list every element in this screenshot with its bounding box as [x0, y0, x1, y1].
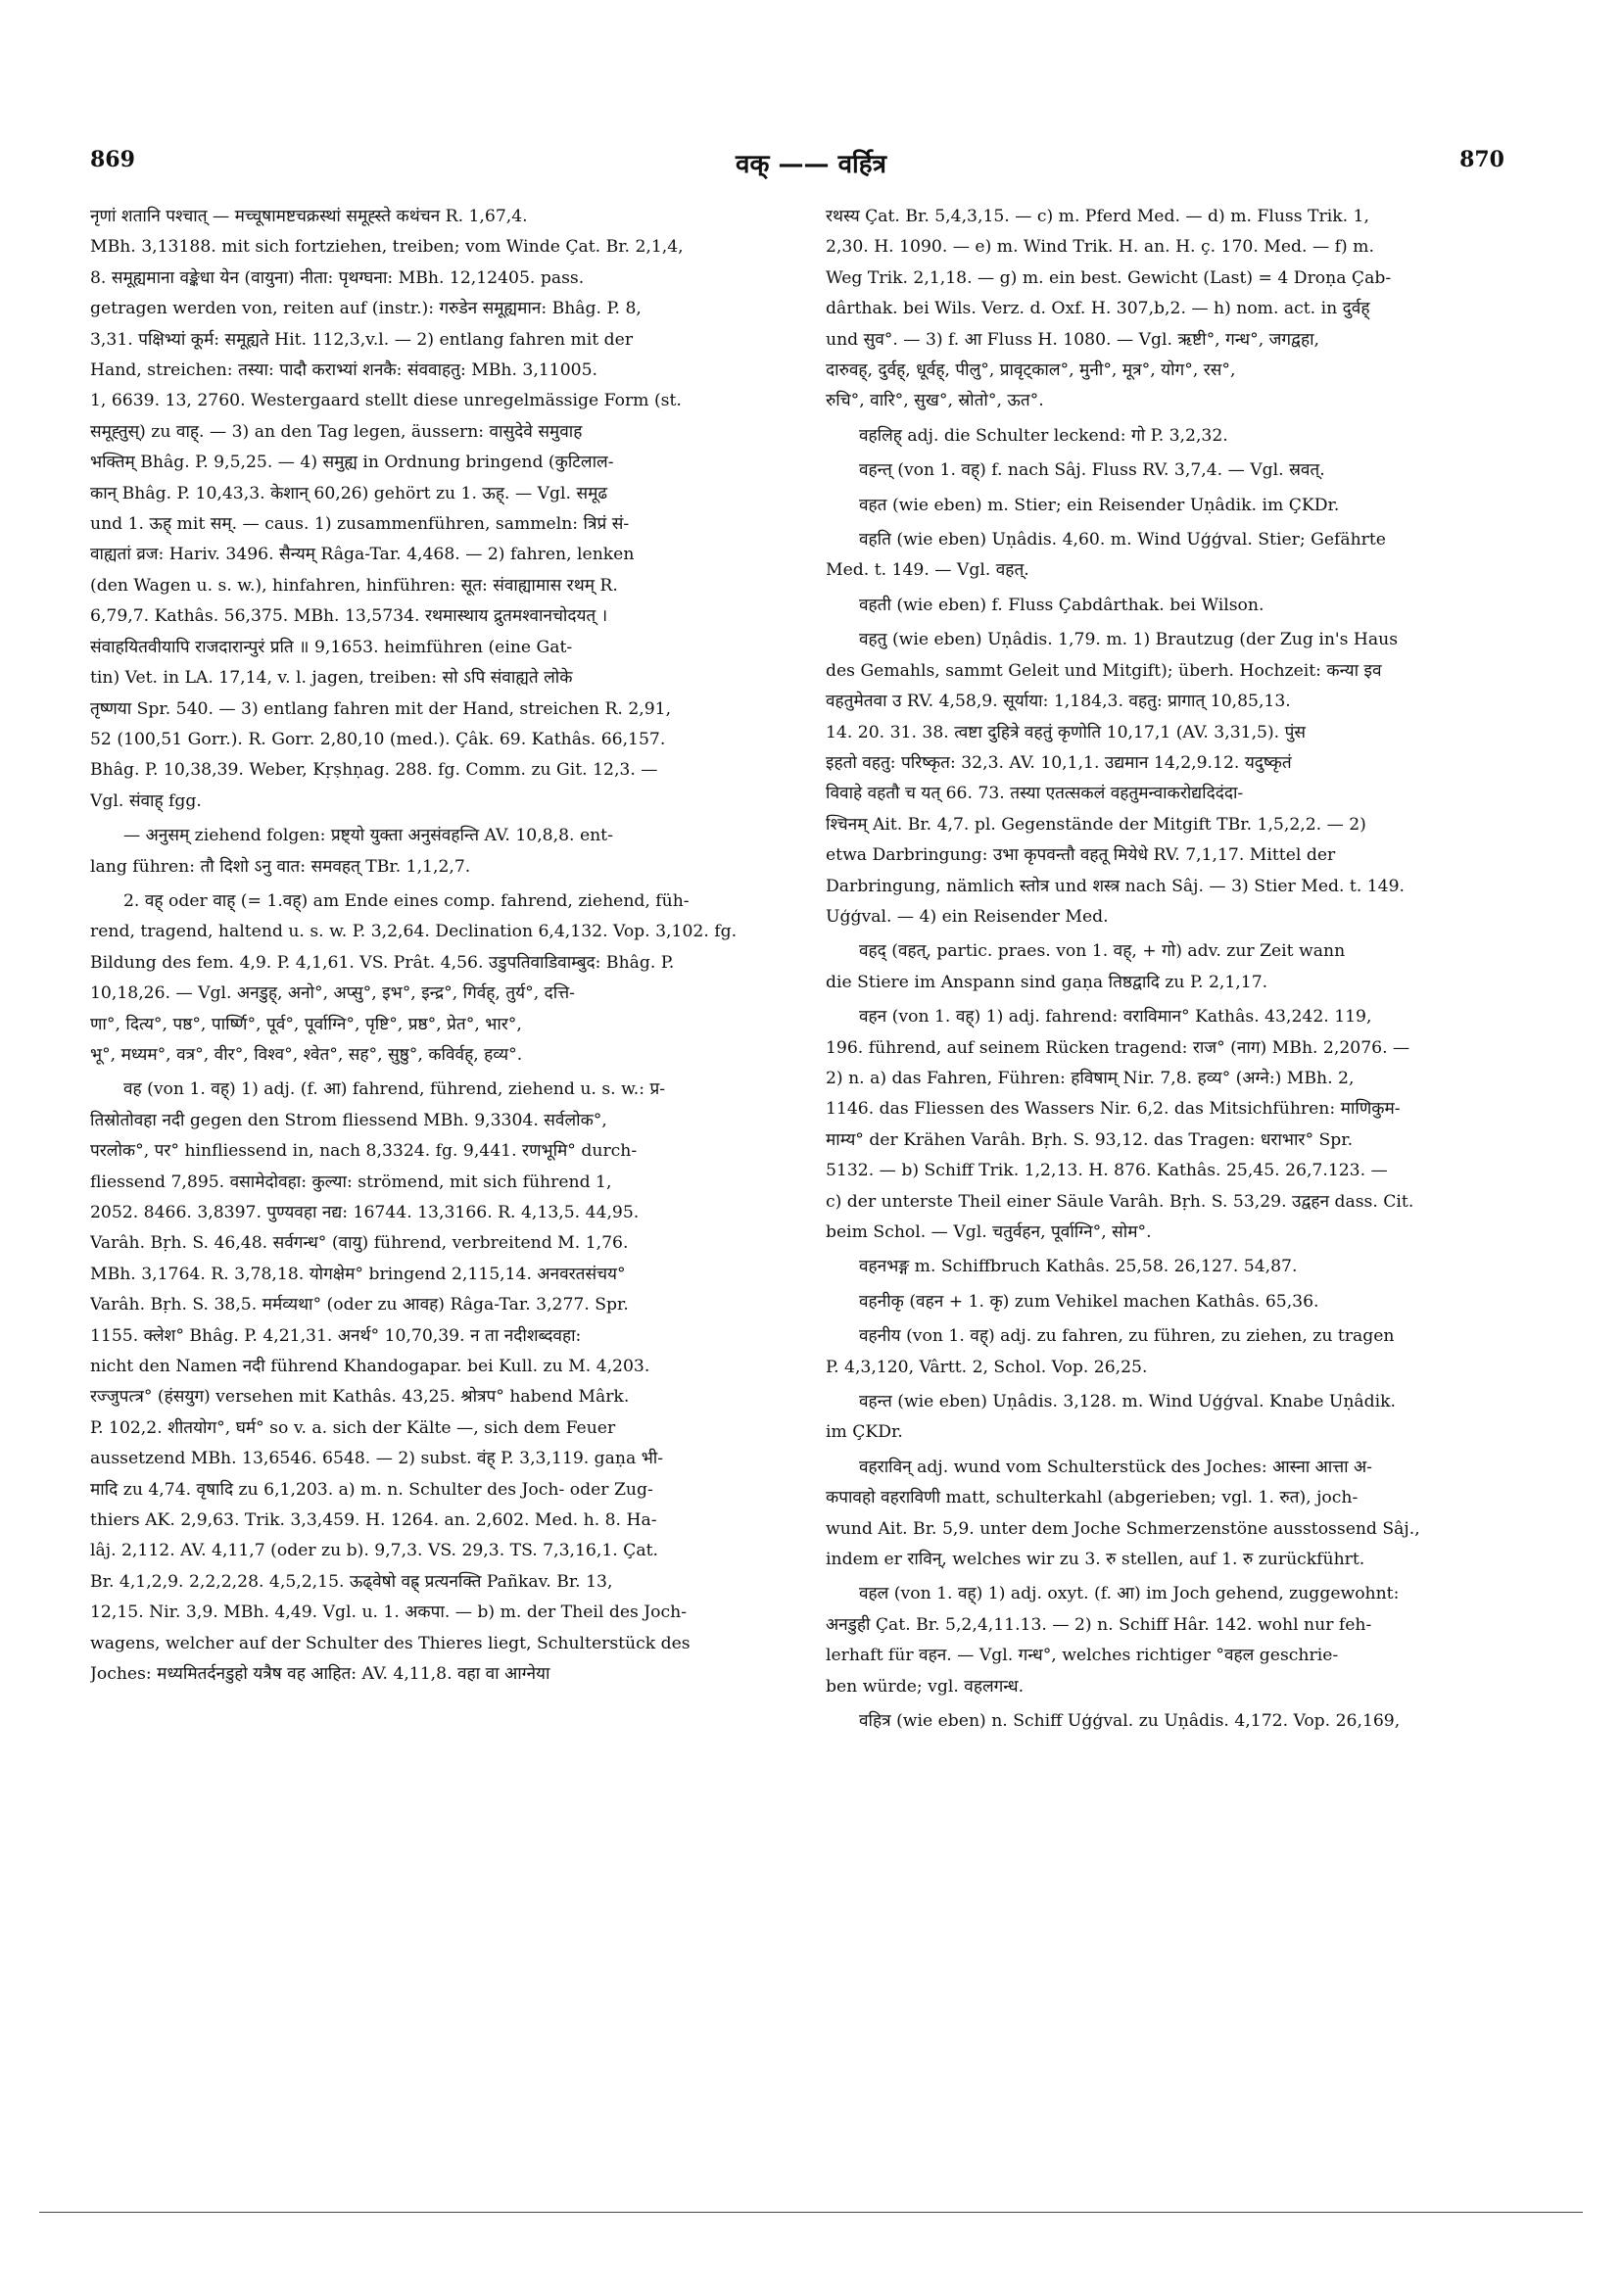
- dictionary-entry: [826, 591, 1531, 621]
- entry-line: 1155. क्लेश° Bhâg. P. 4,21,31. अनर्थ° 10,70,39. न ता नदीशब्दवहा:: [90, 1325, 582, 1346]
- entry-line: aussetzend MBh. 13,6546. 6548. — 2) subst. वंह् P. 3,3,119. gaṇa भी-: [90, 1449, 664, 1469]
- entry-line: कान् Bhâg. P. 10,43,3. केशान् 60,26) gehört zu 1. ऊह्. — Vgl. समूढ: [90, 483, 608, 503]
- entry-line: nicht den Namen नदी führend Khandogapar. bei Kull. zu M. 4,203.: [90, 1357, 650, 1377]
- entry-line: MBh. 3,1764. R. 3,78,18. योगक्षेम° bringend 2,115,14. अनवरतसंचय°: [90, 1264, 626, 1284]
- dictionary-entry: [826, 421, 1531, 452]
- entry-line: वहन्त (wie eben) Uṇâdis. 3,128. m. Wind Uģģval. Knabe Uṇâdik.: [859, 1392, 1397, 1412]
- entry-line: 52 (100,51 Gorr.). R. Gorr. 2,80,10 (med.). Çâk. 69. Kathâs. 66,157.: [90, 729, 666, 749]
- entry-line: 8. समूह्यमाना वङ्केधा येन (वायुना) नीता: पृथग्घना: MBh. 12,12405. pass.: [90, 267, 585, 288]
- entry-line: भक्तिम् Bhâg. P. 9,5,25. — 4) समुह्य in Ordnung bringend (कुटिलाल-: [90, 453, 614, 473]
- dictionary-entry: [826, 1287, 1531, 1317]
- entry-line: रज्जुपत्त्र° (हंसयुग) versehen mit Kathâs. 43,25. श्रोत्रप° habend Mârk.: [90, 1387, 630, 1408]
- dictionary-entry: [90, 886, 795, 1071]
- entry-line: Bhâg. P. 10,38,39. Weber, Kṛṣhṇag. 288. fg. Comm. zu Git. 12,3. —: [90, 760, 658, 781]
- entry-line: Varâh. Bṛh. S. 38,5. मर्मव्यथा° (oder zu आवह) Râga-Tar. 3,277. Spr.: [90, 1295, 629, 1315]
- right-column: [826, 202, 1531, 1738]
- entry-line: वहनीकृ (वहन + 1. कृ) zum Vehikel machen Kathâs. 65,36.: [859, 1291, 1319, 1312]
- entry-line: वहतुमेतवा उ RV. 4,58,9. सूर्याया: 1,184,3. वहतु: प्रागात् 10,85,13.: [826, 692, 1291, 712]
- dictionary-entry: [826, 1321, 1531, 1383]
- entry-line: im ÇKDr.: [826, 1422, 903, 1443]
- entry-line: भू°, मध्यम°, वत्र°, वीर°, विश्व°, श्वेत°, सह°, सुष्ठु°, कविर्वह्, हव्य°.: [90, 1044, 523, 1065]
- entry-line: und सुव°. — 3) f. आ Fluss H. 1080. — Vgl. ऋष्टी°, गन्ध°, जगद्वहा,: [826, 329, 1319, 350]
- entry-line: वहल (von 1. वह्) 1) adj. oxyt. (f. आ) im Joch gehend, zuggewohnt:: [859, 1584, 1400, 1604]
- dictionary-entry: [826, 625, 1531, 933]
- entry-line: dârthak. bei Wils. Verz. d. Oxf. H. 307,b,2. — h) nom. act. in दुर्वह्: [826, 299, 1370, 319]
- entry-line: मादि zu 4,74. वृषादि zu 6,1,203. a) m. n. Schulter des Joch- oder Zug-: [90, 1479, 653, 1500]
- entry-line: वाह्यतां व्रज: Hariv. 3496. सैन्यम् Râga-Tar. 4,468. — 2) fahren, lenken: [90, 545, 635, 565]
- entry-line: Vgl. संवाह् fgg.: [90, 790, 202, 811]
- entry-line: des Gemahls, sammt Geleit und Mitgift); überh. Hochzeit: कन्या इव: [826, 660, 1382, 681]
- entry-line: etwa Darbringung: उभा कृपवन्तौ वहतू मियेधे RV. 7,1,17. Mittel der: [826, 845, 1336, 866]
- entry-line: fliessend 7,895. वसामेदोवहा: कुल्या: strömend, mit sich führend 1,: [90, 1172, 612, 1192]
- entry-line: 2052. 8466. 3,8397. पुण्यवहा नद्य: 16744. 13,3166. R. 4,13,5. 44,95.: [90, 1203, 640, 1222]
- left-column: [90, 202, 795, 1691]
- entry-line: वहतु (wie eben) Uṇâdis. 1,79. m. 1) Brautzug (der Zug in's Haus: [859, 630, 1399, 650]
- entry-line: दारुवह्, दुर्वह्, धूर्वह्, पीलु°, प्रावृट्काल°, मुनी°, मूत्र°, योग°, रस°,: [826, 360, 1236, 381]
- bottom-rule: [39, 2212, 1583, 2213]
- dictionary-entry: [826, 491, 1531, 521]
- dictionary-entry: [90, 202, 795, 817]
- entry-line: 6,79,7. Kathâs. 56,375. MBh. 13,5734. रथमास्थाय द्रुतमश्वानचोदयत्‌ ।: [90, 606, 608, 627]
- entry-line: 2) n. a) das Fahren, Führen: हविषाम् Nir. 7,8. हव्य° (अग्ने:) MBh. 2,: [826, 1068, 1355, 1088]
- entry-line: वहति (wie eben) Uṇâdis. 4,60. m. Wind Uģģval. Stier; Gefährte: [859, 530, 1386, 550]
- entry-line: (den Wagen u. s. w.), hinfahren, hinführen: सूत: संवाह्यामास रथम् R.: [90, 575, 618, 596]
- entry-line: तिस्रोतोवहा नदी gegen den Strom fliessend MBh. 9,3304. सर्वलोक°,: [90, 1110, 607, 1130]
- entry-line: वहनीय (von 1. वह्) adj. zu fahren, zu führen, zu ziehen, zu tragen: [859, 1326, 1395, 1347]
- entry-line: 3,31. पक्षिभ्यां कूर्म: समूह्यते Hit. 112,3,v.l. — 2) entlang fahren mit der: [90, 329, 634, 350]
- dictionary-entry: [826, 1252, 1531, 1282]
- entry-line: die Stiere im Anspann sind gaṇa तिष्ठद्वादि zu P. 2,1,17.: [826, 972, 1268, 992]
- running-title: वक् —— वर्हित्र: [736, 150, 886, 179]
- entry-line: Br. 4,1,2,9. 2,2,2,28. 4,5,2,15. ऊढ्वेषो वह्र् प्रत्यनक्ति Pañkav. Br. 13,: [90, 1571, 613, 1592]
- entry-line: इहतो वहतु: परिष्कृत: 32,3. AV. 10,1,1. उद्यमान 14,2,9.12. यदुष्कृतं: [826, 752, 1292, 773]
- entry-line: Darbringung, nämlich स्तोत्र und शस्त्र nach Sâj. — 3) Stier Med. t. 149.: [826, 876, 1406, 896]
- entry-line: ben würde; vgl. वहलगन्ध.: [826, 1676, 1025, 1697]
- entry-line: तृष्णया Spr. 540. — 3) entlang fahren mit der Hand, streichen R. 2,91,: [90, 698, 672, 719]
- entry-line: अनडुही Çat. Br. 5,2,4,11.13. — 2) n. Schiff Hâr. 142. wohl nur feh-: [826, 1614, 1372, 1635]
- dictionary-entry: [826, 525, 1531, 587]
- entry-line: lâj. 2,112. AV. 4,11,7 (oder zu b). 9,7,3. VS. 29,3. TS. 7,3,16,1. Çat.: [90, 1541, 658, 1561]
- dictionary-entry: [826, 936, 1531, 998]
- entry-line: tin) Vet. in LA. 17,14, v. l. jagen, treiben: सो ऽपि संवाह्यते लोके: [90, 668, 573, 689]
- entry-line: P. 4,3,120, Vârtt. 2, Schol. Vop. 26,25.: [826, 1357, 1148, 1377]
- entry-line: 196. führend, auf seinem Rücken tragend: राज° (नाग) MBh. 2,2076. —: [826, 1037, 1410, 1058]
- entry-line: lang führen: तौ दिशो ऽनु वात: समवहत्‌ TBr. 1,1,2,7.: [90, 856, 471, 877]
- entry-line: वहित्र (wie eben) n. Schiff Uģģval. zu Uṇâdis. 4,172. Vop. 26,169,: [859, 1711, 1401, 1732]
- dictionary-entry: [826, 455, 1531, 486]
- entry-line: MBh. 3,13188. mit sich fortziehen, treiben; vom Winde Çat. Br. 2,1,4,: [90, 237, 684, 258]
- entry-line: माम्य° der Krähen Varâh. Bṛh. S. 93,12. das Tragen: धराभार° Spr.: [826, 1129, 1354, 1150]
- entry-line: 2. वह् oder वाह् (= 1.वह्) am Ende eines comp. fahrend, ziehend, füh-: [123, 890, 690, 911]
- entry-line: रुचि°, वारि°, सुख°, स्रोतो°, ऊत°.: [826, 391, 1044, 411]
- dictionary-entry: [826, 1387, 1531, 1449]
- entry-line: 14. 20. 31. 38. त्वष्टा दुहित्रे वहतुं कृणोति 10,17,1 (AV. 3,31,5). पुंस: [826, 722, 1306, 742]
- entry-line: Bildung des fem. 4,9. P. 4,1,61. VS. Prât. 4,56. उडुपतिवाडिवाम्बुद: Bhâg. P.: [90, 952, 675, 973]
- entry-line: 2,30. H. 1090. — e) m. Wind Trik. H. an. H. ç. 170. Med. — f) m.: [826, 237, 1374, 258]
- entry-line: वह (von 1. वह्) 1) adj. (f. आ) fahrend, führend, ziehend u. s. w.: प्र-: [123, 1079, 666, 1100]
- entry-line: Varâh. Bṛh. S. 46,48. सर्वगन्ध° (वायु) führend, verbreitend M. 1,76.: [90, 1233, 629, 1254]
- entry-line: परलोक°, पर° hinfliessend in, nach 8,3324. fg. 9,441. रणभूमि° durch-: [90, 1141, 638, 1162]
- dictionary-entry: [826, 1453, 1531, 1576]
- entry-line: 1146. das Fliessen des Wassers Nir. 6,2. das Mitsichführen: माणिकुम-: [826, 1099, 1401, 1120]
- entry-line: Med. t. 149. — Vgl. वहत्.: [826, 560, 1029, 581]
- entry-line: वहद् (वहत्, partic. praes. von 1. वह्, + गो) adv. zur Zeit wann: [859, 941, 1346, 962]
- entry-line: विवाहे वहतौ च यत्‌ 66. 73. तस्या एतत्सकलं वहतुमन्वाकरोद्यदिदंदा-: [826, 784, 1244, 804]
- entry-line: समूह्तुस्) zu वाह्. — 3) an den Tag legen, äussern: वासुदेवे समुवाह: [90, 421, 583, 442]
- entry-line: वहलिह् adj. die Schulter leckend: गो P. 3,2,32.: [859, 425, 1228, 446]
- entry-line: 10,18,26. — Vgl. अनडुह्, अनो°, अप्सु°, इभ°, इन्द्र°, गिर्वह्, तुर्य°, दत्ति-: [90, 983, 575, 1004]
- dictionary-entry: [826, 1579, 1531, 1702]
- entry-line: und 1. ऊह् mit सम्. — caus. 1) zusammenführen, sammeln: त्रिप्रं सं-: [90, 514, 630, 535]
- page-number-right: 870: [1459, 147, 1504, 172]
- entry-line: beim Schol. — Vgl. चतुर्वहन, पूर्वाग्नि°, सोम°.: [826, 1222, 1152, 1242]
- entry-line: 5132. — b) Schiff Trik. 1,2,13. H. 876. Kathâs. 25,45. 26,7.123. —: [826, 1161, 1388, 1181]
- entry-line: वहराविन् adj. wund vom Schulterstück des Joches: आस्ना आत्ता अ-: [859, 1457, 1372, 1477]
- entry-line: Uģģval. — 4) ein Reisender Med.: [826, 906, 1109, 927]
- entry-line: णा°, दित्य°, पष्ठ°, पार्ष्णि°, पूर्व°, पूर्वाग्नि°, पृष्टि°, प्रष्ठ°, प्रेत°, भार°,: [90, 1014, 522, 1034]
- entry-line: wund Ait. Br. 5,9. unter dem Joche Schmerzenstöne ausstossend Sâj.,: [826, 1518, 1420, 1539]
- entry-line: Joches: मध्यमितर्दनडुहो यत्रैष वह आहित: AV. 4,11,8. वहा वा आग्नेया: [90, 1664, 550, 1685]
- entry-line: P. 102,2. शीतयोग°, घर्म° so v. a. sich der Kälte —, sich dem Feuer: [90, 1417, 616, 1438]
- entry-line: rend, tragend, haltend u. s. w. P. 3,2,64. Declination 6,4,132. Vop. 3,102. fg.: [90, 922, 738, 942]
- page-number-left: 869: [90, 147, 135, 172]
- entry-line: thiers AK. 2,9,63. Trik. 3,3,459. H. 1264. an. 2,602. Med. h. 8. Ha-: [90, 1510, 657, 1531]
- entry-line: indem er राविन्, welches wir zu 3. रु stellen, auf 1. रु zurückführt.: [826, 1550, 1365, 1570]
- dictionary-entry: [826, 1706, 1531, 1737]
- entry-line: कपावहो वहराविणी matt, schulterkahl (abgerieben; vgl. 1. रुत), joch-: [826, 1488, 1359, 1508]
- entry-line: 1, 6639. 13, 2760. Westergaard stellt diese unregelmässige Form (st.: [90, 391, 682, 411]
- entry-line: संवाहयितवीयापि राजदारान्पुरं प्रति ॥ 9,1653. heimführen (eine Gat-: [90, 637, 573, 657]
- entry-line: रथस्य Çat. Br. 5,4,3,15. — c) m. Pferd Med. — d) m. Fluss Trik. 1,: [826, 207, 1369, 226]
- entry-line: वहत (wie eben) m. Stier; ein Reisender Uṇâdik. im ÇKDr.: [859, 495, 1340, 515]
- entry-line: वहती (wie eben) f. Fluss Çabdârthak. bei Wilson.: [859, 595, 1264, 615]
- page-header: [0, 147, 1622, 186]
- entry-line: वहन (von 1. वह्) 1) adj. fahrend: वराविमान° Kathâs. 43,242. 119,: [859, 1007, 1372, 1028]
- entry-line: श्चिनम् Ait. Br. 4,7. pl. Gegenstände der Mitgift TBr. 1,5,2,2. — 2): [826, 814, 1366, 835]
- entry-line: wagens, welcher auf der Schulter des Thieres liegt, Schulterstück des: [90, 1633, 691, 1653]
- dictionary-entry: [90, 821, 795, 883]
- dictionary-entry: [826, 1002, 1531, 1248]
- entry-line: 12,15. Nir. 3,9. MBh. 4,49. Vgl. u. 1. अकपा. — b) m. der Theil des Joch-: [90, 1602, 688, 1623]
- entry-line: c) der unterste Theil einer Säule Varâh. Bṛh. S. 53,29. उद्वहन dass. Cit.: [826, 1191, 1414, 1212]
- entry-line: वहनभङ्ग m. Schiffbruch Kathâs. 25,58. 26,127. 54,87.: [859, 1257, 1298, 1277]
- entry-line: नृणां शतानि पश्चात्‌ — मच्चूषामष्टचक्रस्थां समूह्स्ते कथंचन R. 1,67,4.: [90, 207, 528, 226]
- entry-line: Hand, streichen: तस्या: पादौ कराभ्यां शनकै: संववाहतु: MBh. 3,11005.: [90, 360, 597, 381]
- entry-line: वहन्त् (von 1. वह्) f. nach Sâj. Fluss RV. 3,7,4. — Vgl. स्रवत्.: [859, 460, 1325, 481]
- dictionary-entry: [90, 1075, 795, 1690]
- entry-line: Weg Trik. 2,1,18. — g) m. ein best. Gewicht (Last) = 4 Droṇa Çab-: [826, 267, 1392, 288]
- dictionary-entry: [826, 202, 1531, 417]
- entry-line: lerhaft für वहन. — Vgl. गन्ध°, welches richtiger °वहल geschrie-: [826, 1646, 1339, 1666]
- entry-line: — अनुसम् ziehend folgen: प्रष्ट्यो युक्ता अनुसंवहन्ति AV. 10,8,8. ent-: [123, 826, 613, 846]
- entry-line: getragen werden von, reiten auf (instr.): गरुडेन समूह्यमान: Bhâg. P. 8,: [90, 299, 642, 319]
